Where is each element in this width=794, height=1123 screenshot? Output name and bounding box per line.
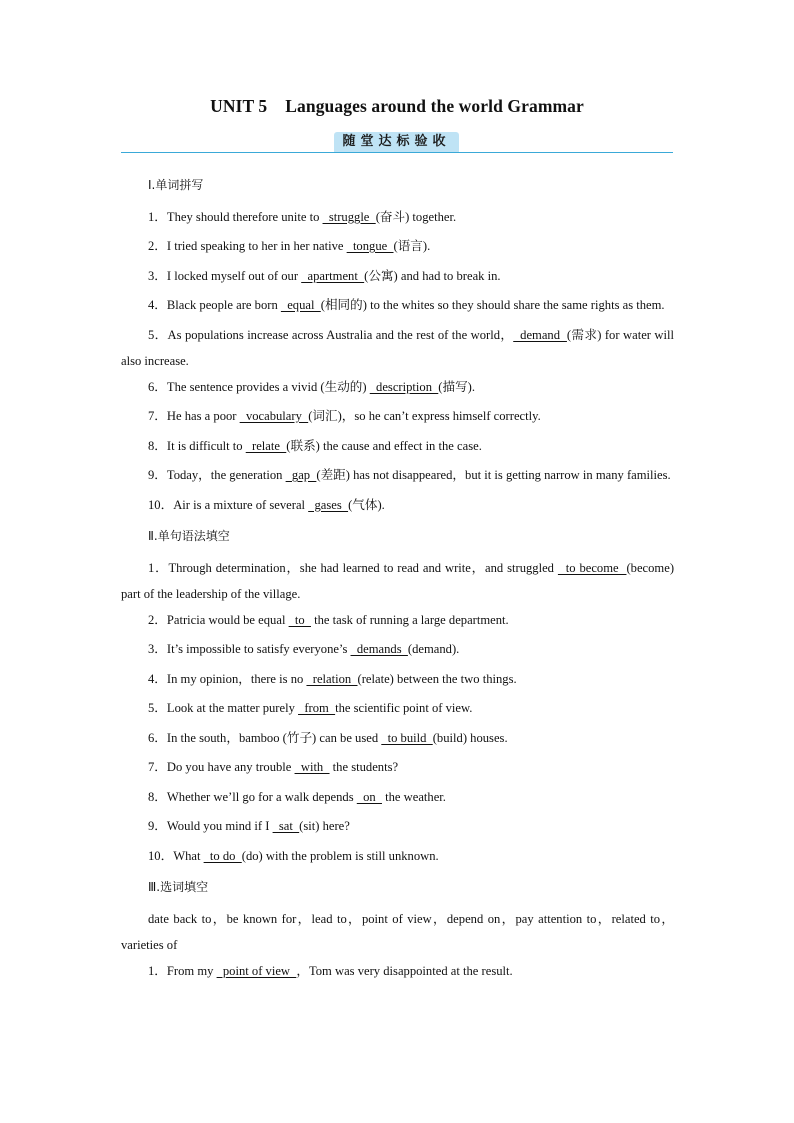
item-rest: (语言).	[393, 239, 431, 253]
spelling-item-9	[121, 462, 674, 492]
grammar-item-8	[121, 784, 674, 814]
item-prompt: I locked myself out of our	[166, 268, 302, 283]
section-heading-word-choice: Ⅲ.选词填空	[148, 880, 209, 894]
item-rest: the task of running a large department.	[310, 612, 509, 627]
spelling-item-1	[121, 204, 674, 234]
item-prompt: Look at the matter purely	[166, 701, 299, 715]
item-prompt: Air is a mixture of several	[173, 497, 309, 512]
item-prompt: Would you mind if I	[166, 819, 273, 833]
item-number: 6．	[148, 730, 167, 745]
item-rest: (词汇)，so he can’t express himself correctly.	[308, 409, 541, 423]
grammar-fill-exercises	[121, 555, 674, 873]
item-rest: (差距) has not disappeared，but it is getting narrow in many families.	[316, 468, 671, 482]
item-prompt: Black people are born	[166, 298, 281, 312]
answer-blank: to do	[203, 848, 242, 863]
answer-blank: gases	[308, 497, 349, 512]
unit-label: UNIT 5	[210, 96, 268, 116]
item-rest: the weather.	[381, 789, 446, 804]
item-rest: (relate) between the two things.	[357, 671, 517, 686]
item-rest: the students?	[329, 760, 399, 774]
item-number: 6．	[148, 379, 167, 394]
section-banner: 随堂达标验收	[334, 132, 459, 152]
answer-blank: tongue	[346, 239, 394, 253]
item-rest: ，Tom was very disappointed at the result.	[296, 963, 513, 978]
item-number: 7．	[148, 409, 167, 423]
item-prompt: The sentence provides a vivid (生动的)	[166, 379, 370, 394]
item-number: 4．	[148, 671, 167, 686]
item-prompt: As populations increase across Australia and the rest of the world，	[167, 327, 514, 342]
item-prompt: He has a poor	[166, 409, 240, 423]
answer-blank: sat	[272, 819, 300, 833]
answer-blank: point of view	[216, 963, 297, 978]
item-rest: (demand).	[407, 642, 460, 656]
spelling-item-8	[121, 433, 674, 463]
item-number: 5．	[148, 701, 167, 715]
item-rest: (气体).	[348, 497, 385, 512]
item-prompt: Do you have any trouble	[166, 760, 295, 774]
item-number: 2．	[148, 239, 167, 253]
spelling-exercises	[121, 204, 674, 522]
item-rest: (公寓) and had to break in.	[364, 268, 501, 283]
grammar-item-1	[121, 555, 674, 607]
item-rest: (相同的) to the whites so they should share the same rights as them.	[320, 298, 665, 312]
answer-blank: to build	[381, 730, 433, 745]
item-number: 2．	[148, 612, 167, 627]
item-number: 9．	[148, 468, 167, 482]
grammar-item-2	[121, 607, 674, 637]
item-number: 5．	[148, 327, 168, 342]
unit-topic: Languages around the world Grammar	[285, 96, 584, 116]
answer-blank: on	[356, 789, 382, 804]
item-rest: (需求) for water will also increase.	[121, 327, 675, 368]
answer-blank: to	[288, 612, 311, 627]
item-rest: (build) houses.	[432, 730, 508, 745]
section-heading-grammar-fill: Ⅱ.单句语法填空	[148, 529, 230, 543]
item-rest: (do) with the problem is still unknown.	[241, 848, 439, 863]
spelling-item-5	[121, 322, 674, 374]
item-number: 8．	[148, 789, 167, 804]
grammar-item-6	[121, 725, 674, 755]
grammar-item-4	[121, 666, 674, 696]
answer-blank: with	[294, 760, 330, 774]
spelling-item-3	[121, 263, 674, 293]
answer-blank: gap	[285, 468, 317, 482]
answer-blank: demands	[350, 642, 408, 656]
answer-blank: demand	[513, 327, 567, 342]
grammar-item-3	[121, 636, 674, 666]
item-rest: (描写).	[438, 379, 476, 394]
item-prompt: Today，the generation	[166, 468, 286, 482]
spelling-item-10	[121, 492, 674, 522]
item-number: 9．	[148, 819, 167, 833]
item-prompt: It is difficult to	[166, 438, 246, 453]
item-number: 1．	[148, 560, 169, 575]
grammar-item-10	[121, 843, 674, 873]
answer-blank: relate	[245, 438, 287, 453]
spelling-item-7	[121, 403, 674, 433]
answer-blank: from	[298, 701, 336, 715]
grammar-item-7	[121, 754, 674, 784]
page-title	[0, 96, 794, 117]
item-prompt: Patricia would be equal	[166, 612, 289, 627]
item-prompt: In the south，bamboo (竹子) can be used	[166, 730, 382, 745]
section-heading-spelling: Ⅰ.单词拼写	[148, 178, 204, 192]
answer-blank: equal	[280, 298, 321, 312]
item-prompt: I tried speaking to her in her native	[166, 239, 347, 253]
item-prompt: In my opinion，there is no	[166, 671, 307, 686]
answer-blank: description	[369, 379, 439, 394]
item-rest: (sit) here?	[299, 819, 350, 833]
answer-blank: vocabulary	[239, 409, 309, 423]
grammar-item-9	[121, 813, 674, 843]
item-prompt: They should therefore unite to	[166, 209, 323, 224]
spelling-item-6	[121, 374, 674, 404]
item-prompt: What	[173, 848, 204, 863]
exercise-content	[121, 170, 674, 987]
item-number: 10．	[148, 848, 174, 863]
item-rest: the scientific point of view.	[335, 701, 473, 715]
item-rest: (联系) the cause and effect in the case.	[286, 438, 482, 453]
item-prompt: It’s impossible to satisfy everyone’s	[166, 642, 351, 656]
item-number: 10．	[148, 497, 174, 512]
choice-item-1	[121, 958, 674, 988]
item-number: 3．	[148, 642, 167, 656]
item-number: 8．	[148, 438, 167, 453]
answer-blank: to become	[557, 560, 627, 575]
item-rest: (奋斗) together.	[375, 209, 457, 224]
banner-divider	[121, 152, 673, 153]
item-number: 4．	[148, 298, 167, 312]
item-prompt: From my	[166, 963, 217, 978]
spelling-item-2	[121, 233, 674, 263]
word-choice-exercises	[121, 958, 674, 988]
grammar-item-5	[121, 695, 674, 725]
item-number: 3．	[148, 268, 167, 283]
item-number: 1．	[148, 963, 167, 978]
item-rest: (become) part of the leadership of the village.	[121, 560, 675, 601]
item-prompt: Whether we’ll go for a walk depends	[166, 789, 357, 804]
item-number: 7．	[148, 760, 167, 774]
answer-blank: relation	[306, 671, 358, 686]
word-bank: date back to，be known for，lead to，point of view，depend on，pay attention to，related to，varieties of	[121, 911, 674, 952]
item-prompt: Through determination，she had learned to read and write，and struggled	[168, 560, 558, 575]
item-number: 1．	[148, 209, 167, 224]
answer-blank: apartment	[301, 268, 365, 283]
answer-blank: struggle	[322, 209, 376, 224]
spelling-item-4	[121, 292, 674, 322]
